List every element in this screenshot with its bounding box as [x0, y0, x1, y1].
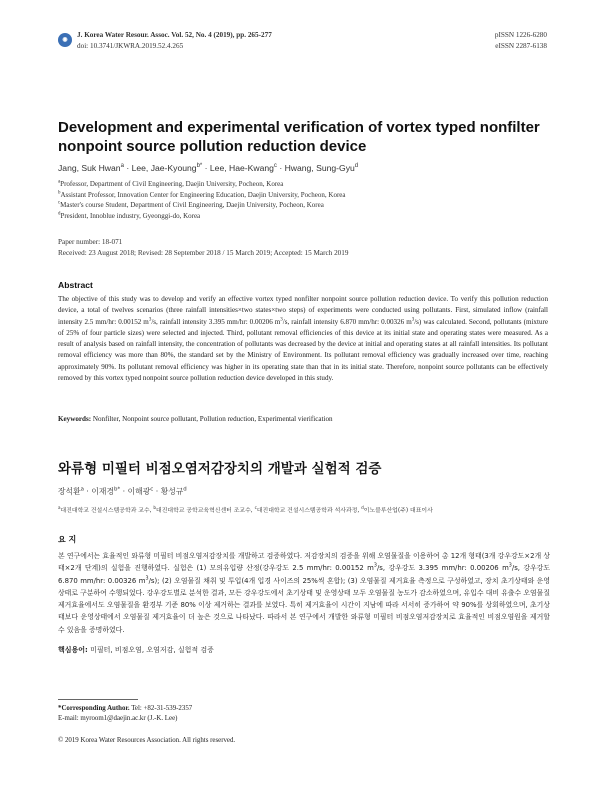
- corresponding-tel: Tel: +82-31-539-2357: [129, 705, 193, 712]
- korean-abstract-text: /s); (2) 오염물질 채취 및 투입(4개 입경 사이즈의 25%씩 혼합); (3) 오염물질 제거효율 측정으로 구성하였고, 장치 초기상태와 운영상태로 구분하여 수행되었다. 강우강도별로 분석한 결과, 모든 강우강도에서 초기상태 및 운영상태 모두 오염물질 농도가 감소하였으며, 유입수 대비 유출수 오염물질 제거효율에서도 오염물질을 환경부 기준 80% 이상 제거하는 결과를 보였다. 특히 제거효율이 시간이 지남에 따라 서서히 증가하여 약 90%를 상회하였으며, 초기상태보다 운영상태에서 오염물질 제거효율이 더 높은 것으로 나타났다. 따라서 본 연구에서 개발한 와류형 미필터 비점오염저감장치로 효율적인 비점오염원을 제거할 수 있음을 증명하였다.: [58, 576, 550, 634]
- author-separator: ·: [276, 163, 285, 173]
- korean-keywords-label: 핵심용어:: [58, 646, 88, 654]
- affiliation-text: 이노블루산업(주) 대표이사: [363, 508, 433, 514]
- affiliation-mark: a: [58, 179, 61, 185]
- abstract-heading: Abstract: [58, 280, 93, 290]
- author-mark: d: [183, 486, 187, 493]
- korean-author: 이해광: [127, 487, 151, 496]
- paper-title: Development and experimental verification of vortex typed nonfilter nonpoint source pollution reduction device: [58, 119, 540, 155]
- affiliation-text: 대진대학교 건설시스템공학과 교수,: [60, 508, 154, 514]
- doi[interactable]: doi: 10.3741/JKWRA.2019.52.4.265: [77, 42, 184, 50]
- abstract-body: [58, 294, 548, 384]
- korean-abstract-text: 본 연구에서는 효율적인 와류형 미필터 비점오염저감장치를 개발하고 검증하였다. 저감장치의 검증을 위해 오염물질을 이용하여 총 12개 형태(3개 강우강도×2개 상태×2개 단계)의 실험을 진행하였다. 실험은 (1) 모의유입량 산정(강우강도 2.5 mm/hr: 0.00152 m: [58, 552, 550, 573]
- affiliation-text: 대진대학교 공학교육혁신센터 조교수,: [156, 508, 255, 514]
- korean-abstract-text: /s, 강우강도 6.870 mm/hr: 0.00326 m: [58, 564, 550, 585]
- author-separator: ·: [83, 487, 92, 496]
- korean-abstract-heading: 요 지: [58, 535, 77, 544]
- journal-logo-icon: ◉: [58, 33, 72, 47]
- affiliation: [58, 190, 548, 201]
- author: Lee, Hae-Kwang: [209, 163, 274, 173]
- author-mark: c: [150, 486, 154, 493]
- corresponding-author-line: [58, 704, 548, 714]
- author: Jang, Suk Hwan: [58, 163, 121, 173]
- correspondence: [58, 704, 548, 725]
- abstract-text: The objective of this study was to develop and verify an effective vortex typed nonfilter nonpoint source pollution reduction device. To verify this pollution reduction device, a total of twelves scenarios (three rainfall intensities×two states×two steps) of experiments were conducted using pollutants. First, simulated inflow (rainfall intensity 2.5 mm/hr: 0.00152 m: [58, 295, 548, 326]
- korean-affiliation: [58, 505, 548, 514]
- affiliation: [58, 200, 548, 211]
- superscript: 3: [411, 317, 415, 323]
- affiliation-text: Assistant Professor, Innovation Center for Engineering Education, Daejin University, Pocheon, Korea: [60, 190, 346, 199]
- footnote-divider: [58, 699, 138, 700]
- korean-keywords-text: 미필터, 비점오염, 오염저감, 실험적 검증: [87, 646, 214, 654]
- affiliation-mark: d: [361, 505, 364, 511]
- superscript: 3: [373, 564, 377, 569]
- superscript: 3: [148, 317, 152, 323]
- superscript: 3: [280, 317, 283, 323]
- affiliation-mark: d: [58, 211, 61, 217]
- author-list: [58, 163, 548, 173]
- abstract-text: /s, rainfall intensity 6.870 mm/hr: 0.00326 m: [282, 317, 412, 326]
- affiliation-mark: b: [153, 505, 157, 511]
- author-mark: a: [80, 486, 84, 493]
- copyright: © 2019 Korea Water Resources Association. All rights reserved.: [58, 737, 236, 744]
- author-mark: b*: [196, 163, 203, 170]
- korean-abstract-text: /s, 강우강도 3.395 mm/hr: 0.00206 m: [376, 564, 509, 573]
- korean-author: 장석환: [58, 487, 81, 496]
- journal-header: [77, 30, 547, 52]
- affiliation-text: 대진대학교 건설시스템공학과 석사과정,: [256, 508, 362, 514]
- affiliation-mark: c: [58, 200, 61, 206]
- affiliation-text: President, Innoblue industry, Gyeonggi-do, Korea: [60, 211, 201, 220]
- author-mark: d: [354, 163, 359, 170]
- author-mark: c: [273, 163, 277, 170]
- corresponding-label: *Corresponding Author.: [58, 705, 130, 712]
- affiliation-text: Master's course Student, Department of Civil Engineering, Daejin University, Pocheon, Korea: [60, 201, 324, 210]
- keywords-label: Keywords:: [58, 415, 92, 423]
- abstract-text: /s) was calculated. Second, pollutants (mixture of 25% of four particle sizes) were selected and injected. Third, pollutant removal efficiencies of this device at its initial state and operating states were measured. As a result of analysis based on rainfall intensity, the concentration of pollutants was decreased by the device at initial and operating states at all rainfall intensities. Its pollutant removal efficiency was more than 80%, the standard set by the Ministry of Environment. Its pollutant removal efficiency was gradually increased over time, reaching approximately 90%. Its pollutant removal efficiency was higher in its operating state than that in its initial state. Therefore, nonpoint source pollutants can be effectively removed by this vortex typed nonpoint source pollution reduction device developed in this study.: [58, 317, 549, 383]
- author-mark: a: [120, 163, 124, 170]
- korean-author: 황성규: [160, 487, 184, 496]
- affiliation-mark: b: [58, 190, 61, 196]
- paper-info: [58, 237, 548, 259]
- affiliation-list: [58, 179, 548, 221]
- author-separator: ·: [153, 487, 161, 496]
- korean-author-list: [58, 486, 548, 497]
- korean-abstract-body: [58, 550, 550, 636]
- paper-number: Paper number: 18-071: [58, 238, 123, 246]
- keywords: [58, 414, 548, 425]
- abstract-text: /s, rainfall intensity 3.395 mm/hr: 0.00206 m: [151, 317, 281, 326]
- journal-citation: J. Korea Water Resour. Assoc. Vol. 52, No. 4 (2019), pp. 265-277: [77, 31, 272, 39]
- korean-keywords: [58, 645, 548, 655]
- affiliation-mark: a: [58, 505, 61, 511]
- korean-title: 와류형 미필터 비점오염저감장치의 개발과 실험적 검증: [58, 461, 382, 477]
- author-separator: ·: [202, 163, 210, 173]
- affiliation: [58, 179, 548, 190]
- paper-dates: Received: 23 August 2018; Revised: 28 September 2018 / 15 March 2019; Accepted: 15 March 2019: [58, 249, 349, 257]
- affiliation-text: Professor, Department of Civil Engineering, Daejin University, Pocheon, Korea: [60, 180, 284, 188]
- author-separator: ·: [120, 487, 128, 496]
- keywords-text: Nonfilter, Nonpoint source pollutant, Pollution reduction, Experimental vierification: [91, 415, 333, 423]
- korean-author: 이재경: [91, 487, 114, 496]
- author-mark: b*: [114, 486, 121, 493]
- superscript: 3: [145, 576, 149, 582]
- eissn: eISSN 2287-6138: [495, 42, 547, 50]
- author-separator: ·: [123, 163, 132, 173]
- affiliation: [58, 211, 548, 222]
- superscript: 3: [508, 564, 512, 569]
- author: Lee, Jae-Kyoung: [131, 163, 197, 173]
- author: Hwang, Sung-Gyu: [284, 163, 355, 173]
- pissn: pISSN 1226-6280: [494, 31, 547, 39]
- corresponding-email[interactable]: E-mail: myroom1@daejin.ac.kr (J.-K. Lee): [58, 715, 178, 723]
- affiliation-mark: c: [254, 505, 257, 511]
